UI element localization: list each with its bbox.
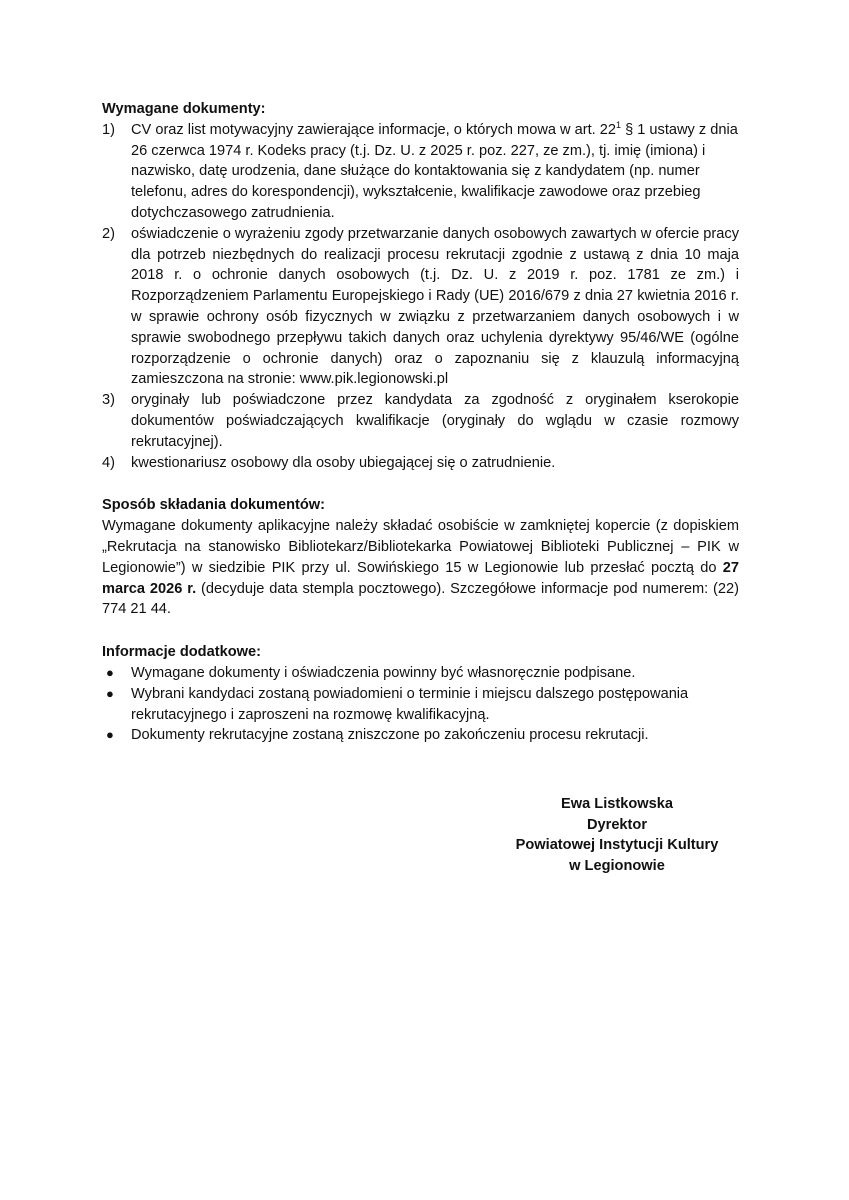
superscript: 1 (616, 119, 622, 130)
spacer (102, 620, 739, 642)
list-item (102, 120, 739, 224)
list-item-text-part: CV oraz list motywacyjny zawierające informacje, o których mowa w art. 22 (131, 121, 616, 138)
bullet-icon: ● (106, 664, 114, 680)
list-item-text: oświadczenie o wyrażeniu zgody przetwarzanie danych osobowych zawartych w ofercie pracy dla potrzeb niezbędnych do realizacji procesu rekrutacji zgodnie z ustawą z dnia 10 maja 2018 r. o ochronie danych osobowych (t.j. Dz. U. z 2019 r. poz. 1781 ze zm.) i Rozporządzeniem Parlamentu Europejskiego i Rady (UE) 2016/679 z dnia 27 kwietnia 2016 r. w sprawie ochrony osób fizycznych w związku z przetwarzaniem danych osobowych i w sprawie swobodnego przepływu takich danych oraz uchylenia dyrektywy 95/46/WE (ogólne rozporządzenie o ochronie danych) oraz o zapoznaniu się z klauzulą informacyjną zamieszczona na stronie: www.pik.legionowski.pl (131, 225, 739, 388)
list-item-text (131, 119, 738, 221)
list-item-number: 4) (102, 454, 115, 471)
bullet-icon: ● (106, 685, 114, 701)
list-item-text: Dokumenty rekrutacyjne zostaną zniszczone po zakończeniu procesu rekrutacji. (131, 727, 649, 744)
submission-text-part: Wymagane dokumenty aplikacyjne należy składać osobiście w zamkniętej kopercie (z dopiskiem „Rekrutacja na stanowisko Bibliotekarz/Bibliotekarka Powiatowej Biblioteki Publicznej – PIK w Legionowie”) w siedzibie PIK przy ul. Sowińskiego 15 w Legionowie lub przesłać pocztą do (102, 518, 739, 576)
submission-text (102, 516, 739, 620)
submission-deadline: 27 marca 2026 r. (102, 559, 739, 597)
signature-block (508, 794, 726, 876)
submission-section (102, 495, 739, 620)
signature-name: Ewa Listkowska (561, 796, 673, 812)
spacer (102, 473, 739, 495)
list-item-text-part: § 1 ustawy z dnia 26 czerwca 1974 r. Kodeks pracy (t.j. Dz. U. z 2025 r. poz. 227, ze zm.), tj. imię (imiona) i nazwisko, datę urodzenia, dane służące do kontaktowania się z kandydatem (np. numer telefonu, adres do korespondencji), wykształcenie, kwalifikacje zawodowe oraz przebieg dotychczasowego zatrudnienia. (131, 121, 738, 221)
signature-institution: Powiatowej Instytucji Kultury (515, 837, 719, 853)
list-item (102, 453, 739, 474)
signature-location: w Legionowie (569, 857, 665, 874)
list-item-text: oryginały lub poświadczone przez kandydata za zgodność z oryginałem kserokopie dokumentów poświadczających kwalifikacje (oryginały do wglądu w czasie rozmowy rekrutacyjnej). (131, 392, 739, 450)
additional-info-heading: Informacje dodatkowe: (102, 644, 261, 661)
list-item-number: 3) (102, 392, 115, 409)
bullet-icon: ● (106, 727, 114, 743)
additional-info-section (102, 642, 739, 746)
signature-title: Dyrektor (586, 816, 648, 833)
list-item-text: kwestionariusz osobowy dla osoby ubiegającej się o zatrudnienie. (131, 454, 556, 471)
list-item (102, 725, 739, 746)
list-item (102, 224, 739, 390)
list-item (102, 663, 739, 684)
required-documents-list (102, 120, 739, 474)
submission-text-part: (decyduje data stempla pocztowego). Szczegółowe informacje pod numerem: (22) 774 21 44. (102, 580, 739, 618)
submission-heading: Sposób składania dokumentów: (102, 497, 325, 514)
required-documents-section (102, 99, 739, 473)
list-item (102, 390, 739, 452)
required-documents-heading: Wymagane dokumenty: (102, 101, 266, 117)
list-item-number: 2) (102, 225, 115, 242)
additional-info-list (102, 663, 739, 746)
list-item (102, 684, 739, 726)
list-item-text: Wymagane dokumenty i oświadczenia powinny być własnoręcznie podpisane. (131, 664, 636, 681)
list-item-number: 1) (102, 121, 115, 138)
list-item-text: Wybrani kandydaci zostaną powiadomieni o terminie i miejscu dalszego postępowania rekrutacyjnego i zaproszeni na rozmowę kwalifikacyjną. (131, 685, 689, 723)
